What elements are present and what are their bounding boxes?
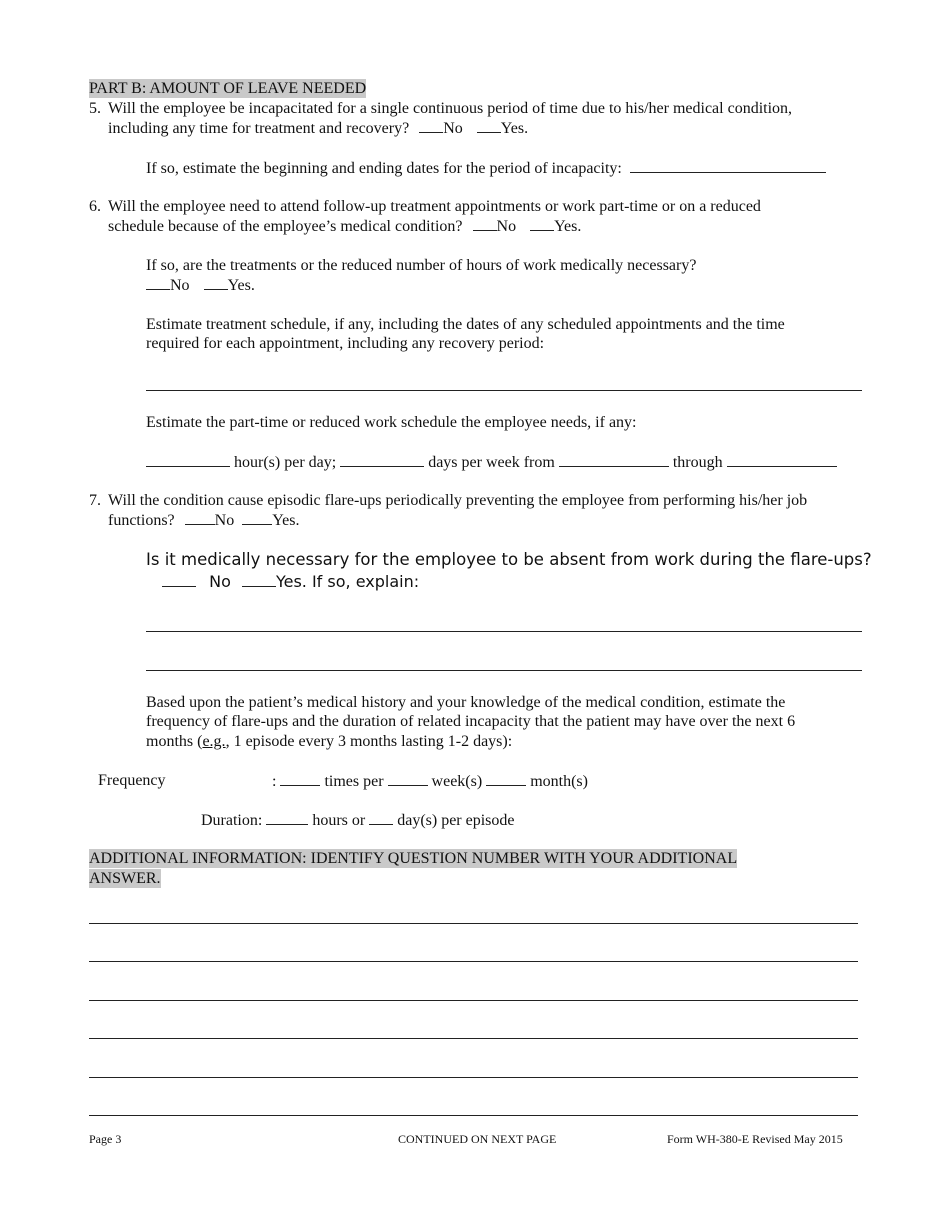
q7-no-blank[interactable] [185, 510, 215, 525]
hours-or-label: hours or [312, 812, 366, 829]
question-5-line-1: Will the employee be incapacitated for a single continuous period of time due to his/her medical condition, [108, 100, 793, 117]
duration-days-field[interactable] [369, 810, 393, 825]
q7-yes-label: Yes. [272, 512, 300, 529]
frequency-week-field[interactable] [388, 771, 428, 786]
q6-necessary-yes-label: Yes. [227, 277, 255, 294]
question-5-line-2 [108, 118, 528, 138]
frequency-month-field[interactable] [486, 771, 526, 786]
through-label: through [672, 454, 723, 471]
q6-yes-label: Yes. [554, 218, 582, 235]
q6-no-blank[interactable] [473, 216, 497, 231]
q7-absent-no-blank[interactable] [162, 572, 196, 587]
q7-absent-line-1: Is it medically necessary for the employee to be absent from work during the flare-ups? [146, 550, 872, 569]
q7-history-line-3 [146, 732, 512, 751]
flare-up-explain-line-1[interactable] [146, 631, 862, 632]
additional-answer-line-4[interactable] [89, 1038, 858, 1039]
times-per-label: times per [324, 773, 384, 790]
question-6-text: schedule because of the employee’s medical condition? [108, 218, 463, 235]
schedule-through-date-field[interactable] [727, 452, 837, 467]
question-5-number: 5. [89, 100, 101, 117]
q7-absent-yes-blank[interactable] [242, 572, 276, 587]
additional-answer-line-5[interactable] [89, 1077, 858, 1078]
footer-continued: CONTINUED ON NEXT PAGE [398, 1132, 557, 1146]
frequency-label: Frequency [98, 772, 166, 789]
months-label: month(s) [530, 773, 588, 790]
q7-absent-explain-label: . If so, explain: [301, 572, 420, 591]
question-6-line-2 [108, 216, 581, 236]
frequency-colon: : [272, 773, 277, 790]
q6-parttime-text: Estimate the part-time or reduced work schedule the employee needs, if any: [146, 414, 637, 431]
q7-history-suffix: , 1 episode every 3 months lasting 1-2 days): [225, 733, 513, 750]
q6-yes-blank[interactable] [530, 216, 554, 231]
q6-necessary-no-label: No [170, 277, 190, 294]
duration-hours-field[interactable] [266, 810, 308, 825]
q6-necessary-line-1: If so, are the treatments or the reduced number of hours of work medically necessary? [146, 257, 697, 274]
q6-no-label: No [496, 218, 517, 235]
question-7-number: 7. [89, 492, 101, 509]
q6-necessary-yes-blank[interactable] [204, 275, 228, 290]
treatment-schedule-field[interactable] [146, 390, 862, 391]
frequency-times-field[interactable] [280, 771, 320, 786]
hours-per-day-field[interactable] [146, 452, 230, 467]
schedule-from-date-field[interactable] [559, 452, 669, 467]
additional-answer-line-3[interactable] [89, 1000, 858, 1001]
question-7-line-1: Will the condition cause episodic flare-ups periodically preventing the employee from performing his/her job [108, 492, 808, 509]
days-per-week-label: days per week from [428, 454, 555, 471]
hours-per-day-label: hour(s) per day; [234, 454, 337, 471]
question-6-number: 6. [89, 198, 101, 215]
q7-absent-line-2 [162, 572, 419, 591]
incapacity-dates-field[interactable] [630, 158, 826, 173]
q5-followup-text: If so, estimate the beginning and ending dates for the period of incapacity: [146, 160, 622, 177]
duration-line [201, 810, 515, 830]
weeks-label: week(s) [431, 773, 483, 790]
q6-schedule-line-1: Estimate treatment schedule, if any, including the dates of any scheduled appointments and the time [146, 316, 785, 333]
q6-parttime-schedule-line [146, 452, 837, 472]
footer-page-number: Page 3 [89, 1132, 122, 1146]
q6-necessary-line-2 [146, 275, 255, 295]
q6-schedule-line-2: required for each appointment, including any recovery period: [146, 335, 545, 352]
q7-absent-no-label: No [209, 572, 231, 591]
duration-label: Duration: [201, 812, 263, 829]
footer-form-id: Form WH-380-E Revised May 2015 [667, 1132, 843, 1146]
part-b-heading: PART B: AMOUNT OF LEAVE NEEDED [89, 80, 367, 97]
flare-up-explain-line-2[interactable] [146, 670, 862, 671]
q5-yes-label: Yes. [500, 120, 529, 137]
q7-history-prefix: months ( [146, 733, 203, 750]
q5-followup-line [146, 158, 826, 178]
q7-history-line-2: frequency of flare-ups and the duration of related incapacity that the patient may have over the next 6 [146, 713, 796, 730]
q7-absent-yes-label: Yes [275, 572, 302, 591]
days-per-week-field[interactable] [340, 452, 424, 467]
q5-yes-blank[interactable] [477, 118, 501, 133]
q7-yes-blank[interactable] [242, 510, 272, 525]
q5-no-label: No [443, 120, 463, 137]
q7-history-line-1: Based upon the patient’s medical history and your knowledge of the medical condition, estimate the [146, 694, 786, 711]
frequency-line [272, 771, 588, 791]
question-5-text: including any time for treatment and recovery? [108, 120, 410, 137]
question-6-line-1: Will the employee need to attend follow-up treatment appointments or work part-time or on a reduced [108, 198, 761, 215]
additional-answer-line-2[interactable] [89, 961, 858, 962]
question-7-text: functions? [108, 512, 175, 529]
additional-answer-line-1[interactable] [89, 923, 858, 924]
question-7-line-2 [108, 510, 300, 530]
q7-history-eg: e.g. [202, 733, 226, 750]
additional-info-heading: ADDITIONAL INFORMATION: IDENTIFY QUESTION NUMBER WITH YOUR ADDITIONAL [89, 850, 738, 867]
q5-no-blank[interactable] [419, 118, 443, 133]
additional-answer-line-6[interactable] [89, 1115, 858, 1116]
additional-info-heading-line-2: ANSWER. [89, 870, 161, 887]
days-per-episode-label: day(s) per episode [397, 812, 515, 829]
q7-no-label: No [214, 512, 235, 529]
q6-necessary-no-blank[interactable] [146, 275, 170, 290]
